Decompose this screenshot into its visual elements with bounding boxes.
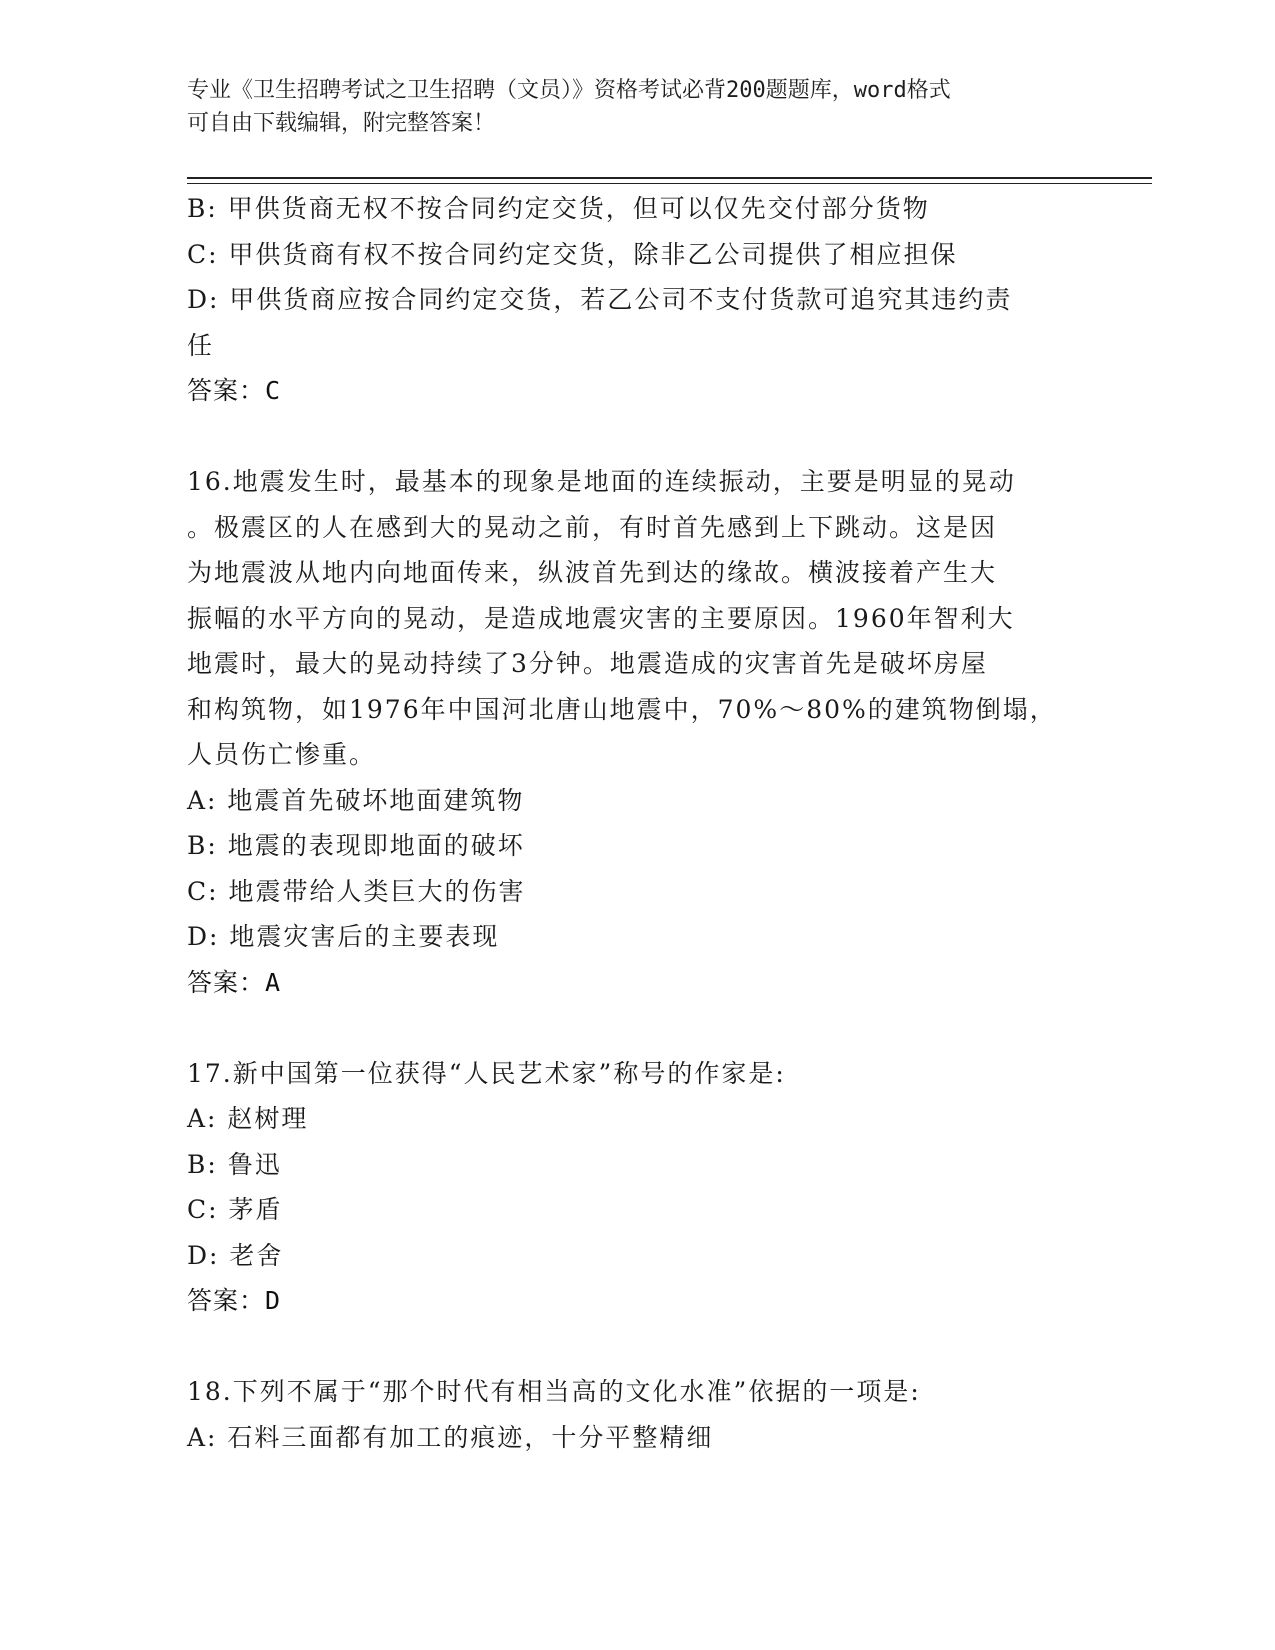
answer-line — [187, 368, 1087, 414]
question-17 — [187, 1051, 1087, 1324]
answer-line — [187, 960, 1087, 1006]
option-b: B: 地震的表现即地面的破坏 — [187, 831, 525, 860]
option-b: B: 鲁迅 — [187, 1149, 282, 1179]
header-line-1: 专业《卫生招聘考试之卫生招聘（文员）》资格考试必背200题题库，word格式 — [187, 78, 951, 103]
option-c: C: 茅盾 — [187, 1195, 283, 1224]
header-divider-thin — [187, 183, 1152, 184]
option-a: A: 赵树理 — [187, 1104, 309, 1133]
answer-value: A — [265, 967, 282, 997]
option-d-continued: 任 — [187, 330, 215, 360]
option-b: B: 甲供货商无权不按合同约定交货，但可以仅先交付部分货物 — [187, 194, 930, 223]
question-text-line: 为地震波从地内向地面传来，纵波首先到达的缘故。横波接着产生大 — [187, 558, 998, 587]
option-d: D: 老舍 — [187, 1240, 284, 1270]
option-a: A: 地震首先破坏地面建筑物 — [187, 785, 525, 815]
header-divider-thick — [187, 177, 1152, 179]
question-16 — [187, 459, 1087, 1005]
question-text-line: 地震时，最大的晃动持续了3分钟。地震造成的灾害首先是破坏房屋 — [187, 649, 988, 678]
header-line-2: 可自由下载编辑，附完整答案！ — [187, 111, 496, 136]
question-text-line: 16.地震发生时，最基本的现象是地面的连续振动，主要是明显的晃动 — [187, 467, 1016, 496]
question-text-line: 18.下列不属于“那个时代有相当高的文化水准”依据的一项是: — [187, 1377, 921, 1406]
question-text-line: 振幅的水平方向的晃动，是造成地震灾害的主要原因。1960年智利大 — [187, 603, 1015, 633]
answer-label: 答案： — [187, 376, 266, 405]
answer-value: D — [265, 1286, 282, 1315]
document-header — [187, 74, 1087, 140]
question-text-line: 和构筑物，如1976年中国河北唐山地震中，70%～80%的建筑物倒塌， — [187, 694, 1057, 724]
question-text-line: 17.新中国第一位获得“人民艺术家”称号的作家是: — [187, 1058, 786, 1088]
question-18 — [187, 1369, 1087, 1460]
answer-label: 答案： — [187, 967, 266, 997]
answer-value: C — [265, 376, 282, 405]
question-text-line: 人员伤亡惨重。 — [187, 740, 377, 769]
option-c: C: 地震带给人类巨大的伤害 — [187, 876, 526, 906]
question-text-line: 。极震区的人在感到大的晃动之前，有时首先感到上下跳动。这是因 — [187, 512, 998, 542]
option-a: A: 石料三面都有加工的痕迹，十分平整精细 — [187, 1422, 714, 1452]
answer-label: 答案： — [187, 1286, 266, 1315]
document-body — [187, 186, 1087, 1460]
option-d: D: 甲供货商应按合同约定交货，若乙公司不支付货款可追究其违约责 — [187, 285, 1013, 314]
option-d: D: 地震灾害后的主要表现 — [187, 922, 500, 951]
option-c: C: 甲供货商有权不按合同约定交货，除非乙公司提供了相应担保 — [187, 239, 958, 269]
answer-line — [187, 1278, 1087, 1324]
